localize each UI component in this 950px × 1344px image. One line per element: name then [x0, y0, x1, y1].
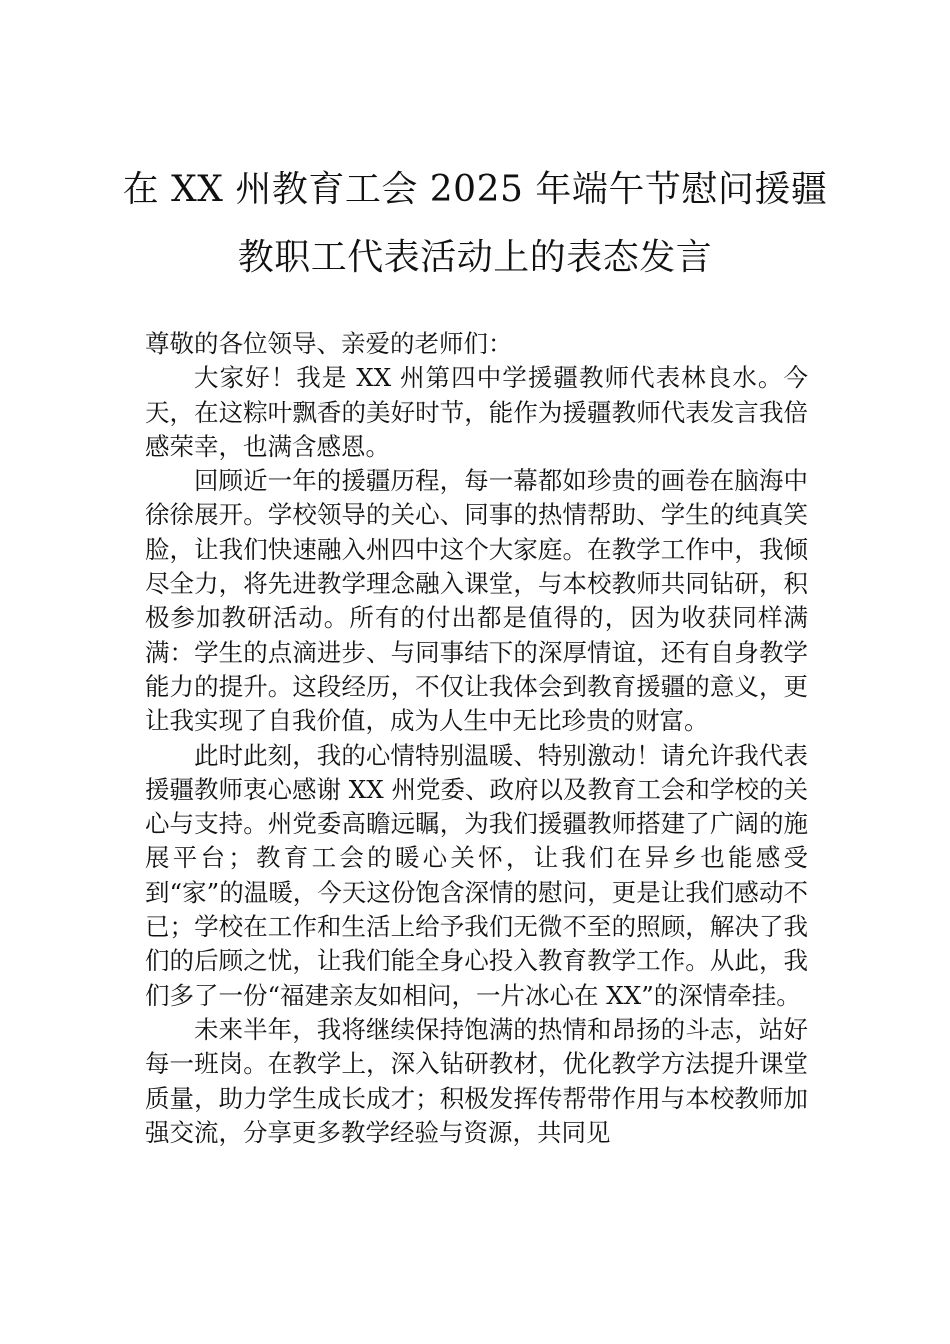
paragraph-greeting: 大家好！我是 XX 州第四中学援疆教师代表林良水。今天，在这粽叶飘香的美好时节，能作为援疆教师代表发言我倍感荣幸，也满含感恩。	[145, 363, 808, 461]
document-body	[145, 327, 808, 1150]
document-title-line-2: 教职工代表活动上的表态发言	[237, 237, 713, 278]
paragraph-review: 回顾近一年的援疆历程，每一幕都如珍贵的画卷在脑海中徐徐展开。学校领导的关心、同事的热情帮助、学生的纯真笑脸，让我们快速融入州四中这个大家庭。在教学工作中，我倾尽全力，将先进教学理念融入课堂，与本校教师共同钻研，积极参加教研活动。所有的付出都是值得的，因为收获同样满满：学生的点滴进步、与同事结下的深厚情谊，还有自身教学能力的提升。这段经历，不仅让我体会到教育援疆的意义，更让我实现了自我价值，成为人生中无比珍贵的财富。	[145, 466, 808, 736]
paragraph-thanks: 此时此刻，我的心情特别温暖、特别激动！请允许我代表援疆教师衷心感谢 XX 州党委、政府以及教育工会和学校的关心与支持。州党委高瞻远瞩，为我们援疆教师搭建了广阔的施展平台；教育工会的暖心关怀，让我们在异乡也能感受到“家”的温暖，今天这份饱含深情的慰问，更是让我们感动不已；学校在工作和生活上给予我们无微不至的照顾，解决了我们的后顾之忧，让我们能全身心投入教育教学工作。从此，我们多了一份“福建亲友如相问，一片冰心在 XX”的深情牵挂。	[145, 740, 808, 1010]
salutation: 尊敬的各位领导、亲爱的老师们：	[145, 329, 513, 358]
document-title-line-1: 在 XX 州教育工会 2025 年端午节慰问援疆	[122, 169, 828, 210]
paragraph-future: 未来半年，我将继续保持饱满的热情和昂扬的斗志，站好每一班岗。在教学上，深入钻研教材，优化教学方法提升课堂质量，助力学生成长成才；积极发挥传帮带作用与本校教师加强交流，分享更多教学经验与资源，共同见	[145, 1014, 808, 1147]
